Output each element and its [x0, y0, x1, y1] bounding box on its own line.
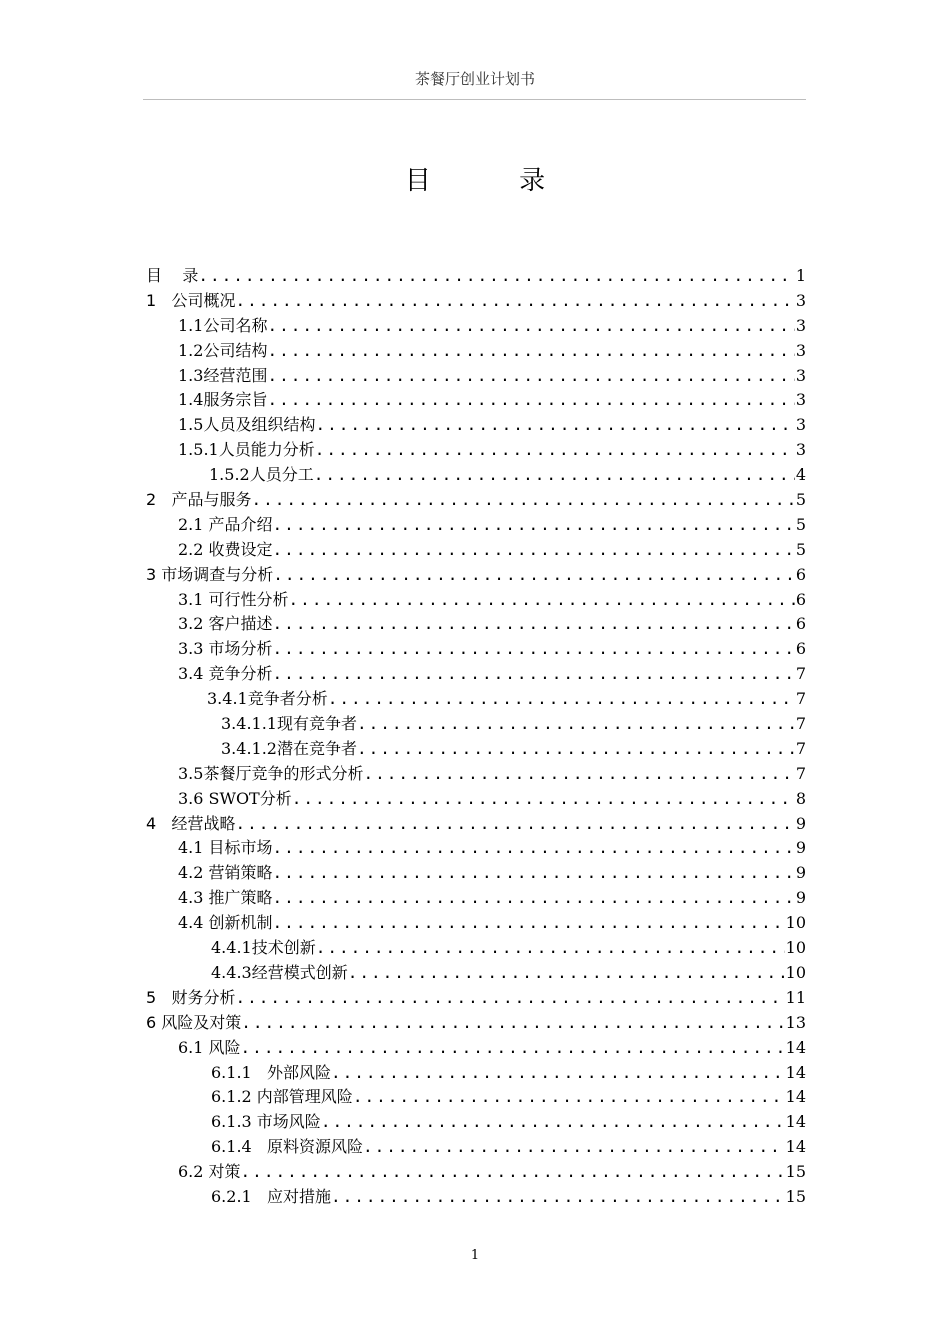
- toc-entry-page: 6: [795, 639, 806, 659]
- toc-entry-page: 14: [785, 1062, 806, 1082]
- toc-entry[interactable]: [143, 339, 806, 364]
- toc-leader-dots: [273, 538, 795, 563]
- toc-entry-page: 8: [795, 788, 806, 808]
- toc-entry-page: 7: [795, 763, 806, 783]
- toc-entry[interactable]: [143, 364, 806, 389]
- toc-entry-label: 4.4.1技术创新: [211, 936, 316, 961]
- toc-entry-label: 6.1.1 外部风险: [211, 1061, 331, 1086]
- toc-leader-dots: [241, 1011, 784, 1036]
- toc-entry-label: 6 风险及对策: [146, 1011, 241, 1036]
- toc-entry[interactable]: [143, 1110, 806, 1135]
- toc-entry[interactable]: [143, 1160, 806, 1185]
- toc-entry-label: 3.2 客户描述: [178, 612, 273, 637]
- toc-entry-label: 1.2公司结构: [178, 339, 267, 364]
- toc-leader-dots: [251, 488, 794, 513]
- toc-leader-dots: [348, 961, 785, 986]
- toc-leader-dots: [273, 911, 785, 936]
- toc-entry[interactable]: [143, 687, 806, 712]
- toc-leader-dots: [241, 1036, 785, 1061]
- toc-entry[interactable]: [143, 388, 806, 413]
- toc-entry-label: 1 公司概况: [146, 289, 235, 314]
- toc-entry-page: 7: [795, 738, 806, 758]
- toc-leader-dots: [273, 637, 795, 662]
- table-of-contents: [143, 264, 806, 1210]
- toc-leader-dots: [314, 463, 795, 488]
- toc-entry-page: 1: [795, 266, 806, 285]
- toc-entry[interactable]: [143, 886, 806, 911]
- toc-entry[interactable]: [143, 1085, 806, 1110]
- toc-entry[interactable]: [143, 1135, 806, 1160]
- toc-entry-page: 7: [795, 689, 806, 709]
- toc-entry-label: 目 录: [146, 264, 198, 289]
- toc-leader-dots: [363, 1135, 785, 1160]
- toc-entry[interactable]: [143, 314, 806, 339]
- toc-leader-dots: [273, 612, 795, 637]
- toc-leader-dots: [331, 1061, 785, 1086]
- toc-leader-dots: [315, 413, 794, 438]
- toc-entry-label: 6.1 风险: [178, 1036, 241, 1061]
- toc-entry[interactable]: [143, 513, 806, 538]
- toc-leader-dots: [273, 662, 795, 687]
- toc-leader-dots: [235, 986, 784, 1011]
- toc-entry-label: 3.5茶餐厅竞争的形式分析: [178, 762, 363, 787]
- toc-entry-label: 6.1.3 市场风险: [211, 1110, 321, 1135]
- toc-entry-page: 7: [795, 664, 806, 684]
- toc-entry[interactable]: [143, 588, 806, 613]
- toc-entry-label: 2 产品与服务: [146, 488, 251, 513]
- toc-entry-page: 4: [795, 465, 806, 485]
- toc-leader-dots: [198, 264, 794, 289]
- toc-entry-page: 7: [795, 714, 806, 734]
- toc-entry[interactable]: [143, 787, 806, 812]
- toc-leader-dots: [267, 339, 794, 364]
- toc-entry[interactable]: [143, 712, 806, 737]
- toc-entry[interactable]: [143, 612, 806, 637]
- toc-entry[interactable]: [143, 812, 806, 837]
- toc-leader-dots: [241, 1160, 785, 1185]
- toc-entry-label: 4.4 创新机制: [178, 911, 273, 936]
- toc-entry[interactable]: [143, 1061, 806, 1086]
- toc-entry-page: 11: [785, 987, 806, 1007]
- toc-entry-label: 3.4.1.2潜在竞争者: [221, 737, 357, 762]
- toc-leader-dots: [315, 438, 795, 463]
- toc-leader-dots: [292, 787, 795, 812]
- toc-entry-page: 6: [795, 614, 806, 634]
- toc-entry-page: 3: [795, 440, 806, 460]
- toc-entry-page: 3: [795, 390, 806, 410]
- toc-entry-label: 3 市场调查与分析: [146, 563, 273, 588]
- toc-entry-page: 3: [795, 315, 806, 335]
- toc-leader-dots: [289, 588, 795, 613]
- toc-entry[interactable]: [143, 836, 806, 861]
- toc-entry-page: 14: [785, 1137, 806, 1157]
- toc-entry-label: 3.1 可行性分析: [178, 588, 289, 613]
- toc-entry-page: 5: [795, 539, 806, 559]
- toc-leader-dots: [267, 388, 794, 413]
- toc-entry-page: 9: [795, 863, 806, 883]
- toc-entry-label: 1.5人员及组织结构: [178, 413, 315, 438]
- toc-leader-dots: [235, 812, 794, 837]
- toc-leader-dots: [273, 886, 795, 911]
- toc-entry-label: 4.2 营销策略: [178, 861, 273, 886]
- toc-leader-dots: [363, 762, 794, 787]
- page-number: 1: [470, 1248, 480, 1263]
- toc-entry-label: 3.4 竞争分析: [178, 662, 273, 687]
- toc-entry-label: 6.1.2 内部管理风险: [211, 1085, 353, 1110]
- toc-entry-label: 3.4.1竞争者分析: [207, 687, 328, 712]
- toc-leader-dots: [273, 563, 795, 588]
- toc-leader-dots: [267, 314, 794, 339]
- toc-entry-page: 10: [785, 913, 806, 933]
- toc-entry-label: 1.3经营范围: [178, 364, 267, 389]
- toc-entry[interactable]: [143, 438, 806, 463]
- toc-leader-dots: [353, 1085, 785, 1110]
- toc-entry-label: 1.5.2人员分工: [209, 463, 314, 488]
- toc-leader-dots: [273, 513, 795, 538]
- toc-entry[interactable]: [143, 264, 806, 289]
- toc-leader-dots: [321, 1110, 785, 1135]
- toc-entry[interactable]: [143, 911, 806, 936]
- toc-entry[interactable]: [143, 289, 806, 314]
- toc-entry-page: 9: [795, 838, 806, 858]
- toc-entry[interactable]: [143, 538, 806, 563]
- toc-entry-label: 3.4.1.1现有竞争者: [221, 712, 357, 737]
- toc-entry[interactable]: [143, 1036, 806, 1061]
- toc-leader-dots: [357, 737, 795, 762]
- running-header: 茶餐厅创业计划书: [414, 70, 535, 88]
- toc-entry[interactable]: [143, 762, 806, 787]
- toc-entry[interactable]: [143, 1011, 806, 1036]
- header-divider: [143, 99, 806, 100]
- toc-entry-page: 10: [785, 938, 806, 958]
- toc-entry[interactable]: [143, 662, 806, 687]
- toc-entry[interactable]: [143, 961, 806, 986]
- toc-entry[interactable]: [143, 861, 806, 886]
- toc-entry-page: 15: [785, 1186, 806, 1206]
- toc-entry[interactable]: [143, 563, 806, 588]
- toc-entry-label: 4.4.3经营模式创新: [211, 961, 348, 986]
- toc-entry-page: 3: [795, 415, 806, 435]
- toc-entry[interactable]: [143, 488, 806, 513]
- toc-entry-label: 1.5.1人员能力分析: [178, 438, 315, 463]
- toc-entry-label: 6.1.4 原料资源风险: [211, 1135, 363, 1160]
- toc-entry-page: 9: [795, 888, 806, 908]
- toc-entry-label: 6.2.1 应对措施: [211, 1185, 331, 1210]
- toc-entry-label: 1.4服务宗旨: [178, 388, 267, 413]
- toc-entry-page: 14: [785, 1037, 806, 1057]
- toc-entry-label: 4 经营战略: [146, 812, 235, 837]
- toc-leader-dots: [267, 364, 794, 389]
- toc-leader-dots: [316, 936, 785, 961]
- toc-entry-label: 3.3 市场分析: [178, 637, 273, 662]
- toc-entry-page: 3: [795, 340, 806, 360]
- toc-entry-page: 15: [785, 1162, 806, 1182]
- toc-entry-page: 6: [795, 589, 806, 609]
- toc-entry-label: 3.6 SWOT分析: [178, 787, 292, 812]
- toc-entry-page: 9: [795, 813, 806, 833]
- toc-entry[interactable]: [143, 1185, 806, 1210]
- toc-entry[interactable]: [143, 413, 806, 438]
- toc-entry-label: 5 财务分析: [146, 986, 235, 1011]
- toc-entry-label: 2.1 产品介绍: [178, 513, 273, 538]
- toc-entry-label: 2.2 收费设定: [178, 538, 273, 563]
- toc-leader-dots: [273, 861, 795, 886]
- toc-entry-page: 5: [795, 514, 806, 534]
- toc-entry-label: 4.1 目标市场: [178, 836, 273, 861]
- toc-entry-page: 6: [795, 564, 806, 584]
- toc-entry-label: 4.3 推广策略: [178, 886, 273, 911]
- toc-leader-dots: [357, 712, 795, 737]
- toc-entry-page: 14: [785, 1112, 806, 1132]
- toc-entry-page: 3: [795, 290, 806, 310]
- toc-entry[interactable]: [143, 637, 806, 662]
- toc-entry[interactable]: [143, 463, 806, 488]
- toc-entry-page: 3: [795, 365, 806, 385]
- toc-entry[interactable]: [143, 936, 806, 961]
- toc-entry-label: 6.2 对策: [178, 1160, 241, 1185]
- toc-heading: 目 录: [404, 166, 586, 196]
- toc-leader-dots: [328, 687, 795, 712]
- toc-leader-dots: [331, 1185, 785, 1210]
- toc-entry[interactable]: [143, 737, 806, 762]
- toc-entry[interactable]: [143, 986, 806, 1011]
- toc-entry-page: 13: [785, 1012, 806, 1032]
- toc-leader-dots: [273, 836, 795, 861]
- toc-leader-dots: [235, 289, 794, 314]
- toc-entry-page: 5: [795, 490, 806, 510]
- toc-entry-label: 1.1公司名称: [178, 314, 267, 339]
- toc-entry-page: 10: [785, 962, 806, 982]
- toc-entry-page: 14: [785, 1087, 806, 1107]
